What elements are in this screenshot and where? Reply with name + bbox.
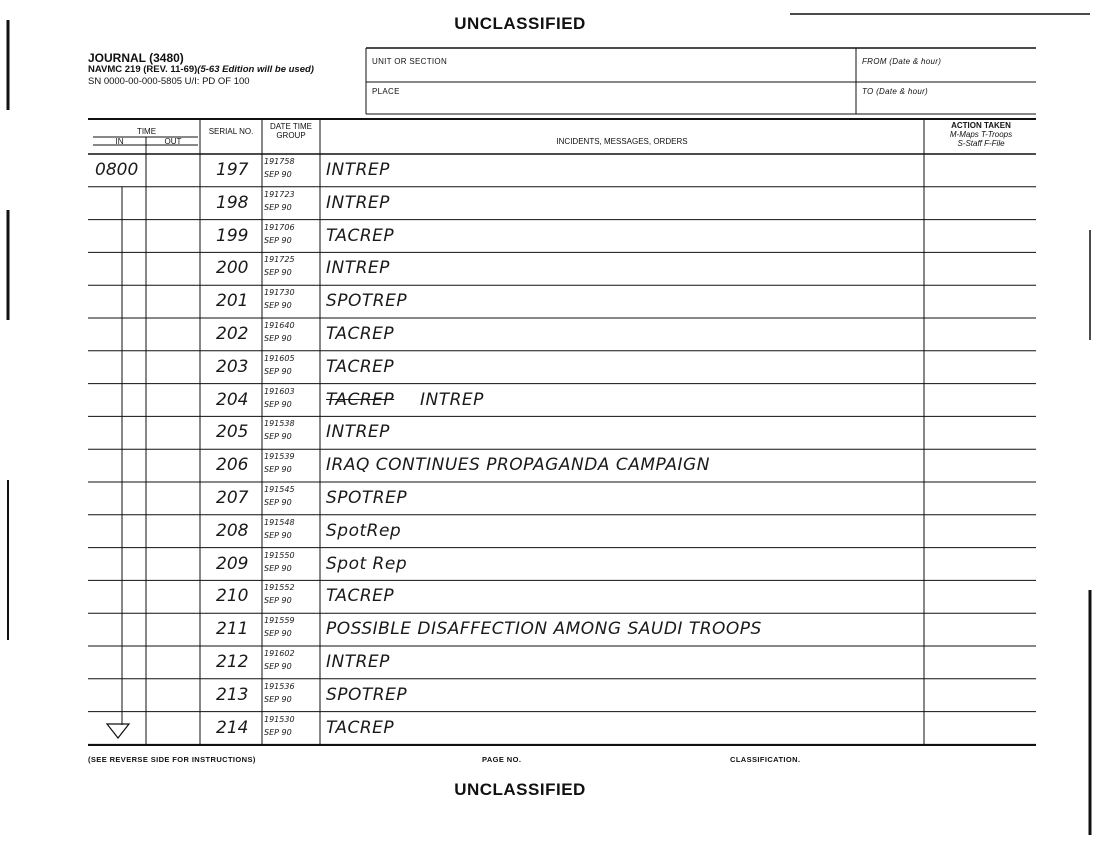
dtg-month: SEP 90 xyxy=(264,563,292,573)
col-action-codes-b: S-Staff F-File xyxy=(957,139,1005,148)
col-incidents: INCIDENTS, MESSAGES, ORDERS xyxy=(556,137,688,146)
journal-title: JOURNAL (3480) xyxy=(88,51,184,65)
serial-number: 214 xyxy=(216,717,249,738)
form-number-text: NAVMC 219 (REV. 11-69) xyxy=(88,64,198,75)
dtg-day-time: 191602 xyxy=(264,649,295,658)
message-text: SPOTREP xyxy=(326,291,408,312)
message-text: INTREP xyxy=(420,389,484,410)
unit-label: UNIT OR SECTION xyxy=(372,57,448,66)
classification-bottom: UNCLASSIFIED xyxy=(454,780,586,799)
dtg-month: SEP 90 xyxy=(264,596,292,606)
dtg-month: SEP 90 xyxy=(264,170,292,179)
serial-number: 206 xyxy=(216,455,249,476)
dtg-day-time: 191550 xyxy=(264,550,295,560)
struck-message: TACREP xyxy=(326,389,395,410)
message-text: INTREP xyxy=(326,192,390,213)
serial-number: 201 xyxy=(216,291,249,312)
dtg-day-time: 191605 xyxy=(264,353,295,363)
dtg-month: SEP 90 xyxy=(264,432,292,442)
serial-number: 204 xyxy=(216,389,249,410)
dtg-day-time: 191725 xyxy=(264,255,295,265)
serial-number: 198 xyxy=(216,192,249,213)
footer-instructions: (SEE REVERSE SIDE FOR INSTRUCTIONS) xyxy=(88,755,256,764)
message-text: SPOTREP xyxy=(326,488,408,508)
dtg-month: SEP 90 xyxy=(264,235,292,245)
classification-top: UNCLASSIFIED xyxy=(454,14,586,33)
message-text: Spot Rep xyxy=(326,553,408,574)
serial-number: 209 xyxy=(216,553,249,574)
dtg-month: SEP 90 xyxy=(264,530,292,540)
dtg-month: SEP 90 xyxy=(264,465,292,475)
dtg-day-time: 191548 xyxy=(264,517,295,527)
dtg-day-time: 191758 xyxy=(264,157,295,166)
col-dtg: DATE TIME GROUP xyxy=(270,122,312,140)
serial-number: 202 xyxy=(216,324,249,344)
dtg-day-time: 191640 xyxy=(264,321,295,330)
dtg-month: SEP 90 xyxy=(264,629,292,639)
col-out: OUT xyxy=(164,137,182,146)
dtg-month: SEP 90 xyxy=(264,334,292,343)
dtg-day-time: 191536 xyxy=(264,681,295,691)
serial-number: 203 xyxy=(216,356,249,377)
dtg-month: SEP 90 xyxy=(264,498,292,507)
col-action-codes-a: M-Maps T-Troops xyxy=(949,130,1013,139)
time-in: 0800 xyxy=(95,160,139,180)
form-number xyxy=(88,64,314,76)
dtg-day-time: 191552 xyxy=(264,583,295,593)
footer-page-no: PAGE NO. xyxy=(482,755,522,764)
form-header xyxy=(88,52,314,88)
dtg-day-time: 191603 xyxy=(264,386,295,396)
dtg-day-time: 191559 xyxy=(264,616,295,626)
serial-number: 207 xyxy=(216,488,249,508)
dtg-month: SEP 90 xyxy=(264,202,292,212)
message-text: SPOTREP xyxy=(326,684,408,705)
serial-number: 200 xyxy=(216,258,249,279)
message-text: SpotRep xyxy=(326,520,402,541)
message-text: TACREP xyxy=(326,717,395,738)
dtg-month: SEP 90 xyxy=(264,268,292,278)
message-text: INTREP xyxy=(326,652,390,672)
dtg-day-time: 191538 xyxy=(264,419,295,429)
message-text: TACREP xyxy=(326,324,395,344)
message-text: TACREP xyxy=(326,356,395,377)
dtg-day-time: 191545 xyxy=(264,485,295,494)
from-label: FROM (Date & hour) xyxy=(862,57,942,66)
message-text: INTREP xyxy=(326,422,390,443)
serial-number: 212 xyxy=(216,652,249,672)
dtg-day-time: 191539 xyxy=(264,452,295,462)
serial-number: 213 xyxy=(216,684,249,705)
dtg-day-time: 191730 xyxy=(264,288,295,298)
message-text: POSSIBLE DISAFFECTION AMONG SAUDI TROOPS xyxy=(326,619,762,640)
dtg-day-time: 191723 xyxy=(264,189,295,199)
place-label: PLACE xyxy=(372,87,400,96)
arrow-down-icon xyxy=(107,724,129,738)
dtg-month: SEP 90 xyxy=(264,301,292,311)
col-action: ACTION TAKEN xyxy=(951,121,1011,130)
dtg-day-time: 191530 xyxy=(264,714,295,724)
to-label: TO (Date & hour) xyxy=(862,87,929,96)
message-text: IRAQ CONTINUES PROPAGANDA CAMPAIGN xyxy=(326,455,710,476)
dtg-month: SEP 90 xyxy=(264,694,292,704)
serial-number: 199 xyxy=(216,225,249,246)
message-text: INTREP xyxy=(326,258,390,279)
footer-classification: CLASSIFICATION. xyxy=(730,755,801,764)
message-text: INTREP xyxy=(326,160,390,180)
serial-number: 210 xyxy=(216,586,249,607)
message-text: TACREP xyxy=(326,586,395,607)
serial-number: 197 xyxy=(216,160,249,180)
serial-number: 211 xyxy=(216,619,249,640)
message-text: TACREP xyxy=(326,225,395,246)
edition-note: (5-63 Edition will be used) xyxy=(197,64,314,75)
dtg-month: SEP 90 xyxy=(264,399,292,409)
col-in: IN xyxy=(115,137,124,146)
dtg-month: SEP 90 xyxy=(264,727,292,737)
serial-number: 205 xyxy=(216,422,249,443)
stock-number: SN 0000-00-000-5805 U/I: PD OF 100 xyxy=(88,76,250,87)
dtg-month: SEP 90 xyxy=(264,366,292,376)
dtg-month: SEP 90 xyxy=(264,662,292,671)
col-time: TIME xyxy=(136,127,157,136)
serial-number: 208 xyxy=(216,520,249,541)
dtg-day-time: 191706 xyxy=(264,222,295,232)
col-serial: SERIAL NO. xyxy=(208,127,254,136)
